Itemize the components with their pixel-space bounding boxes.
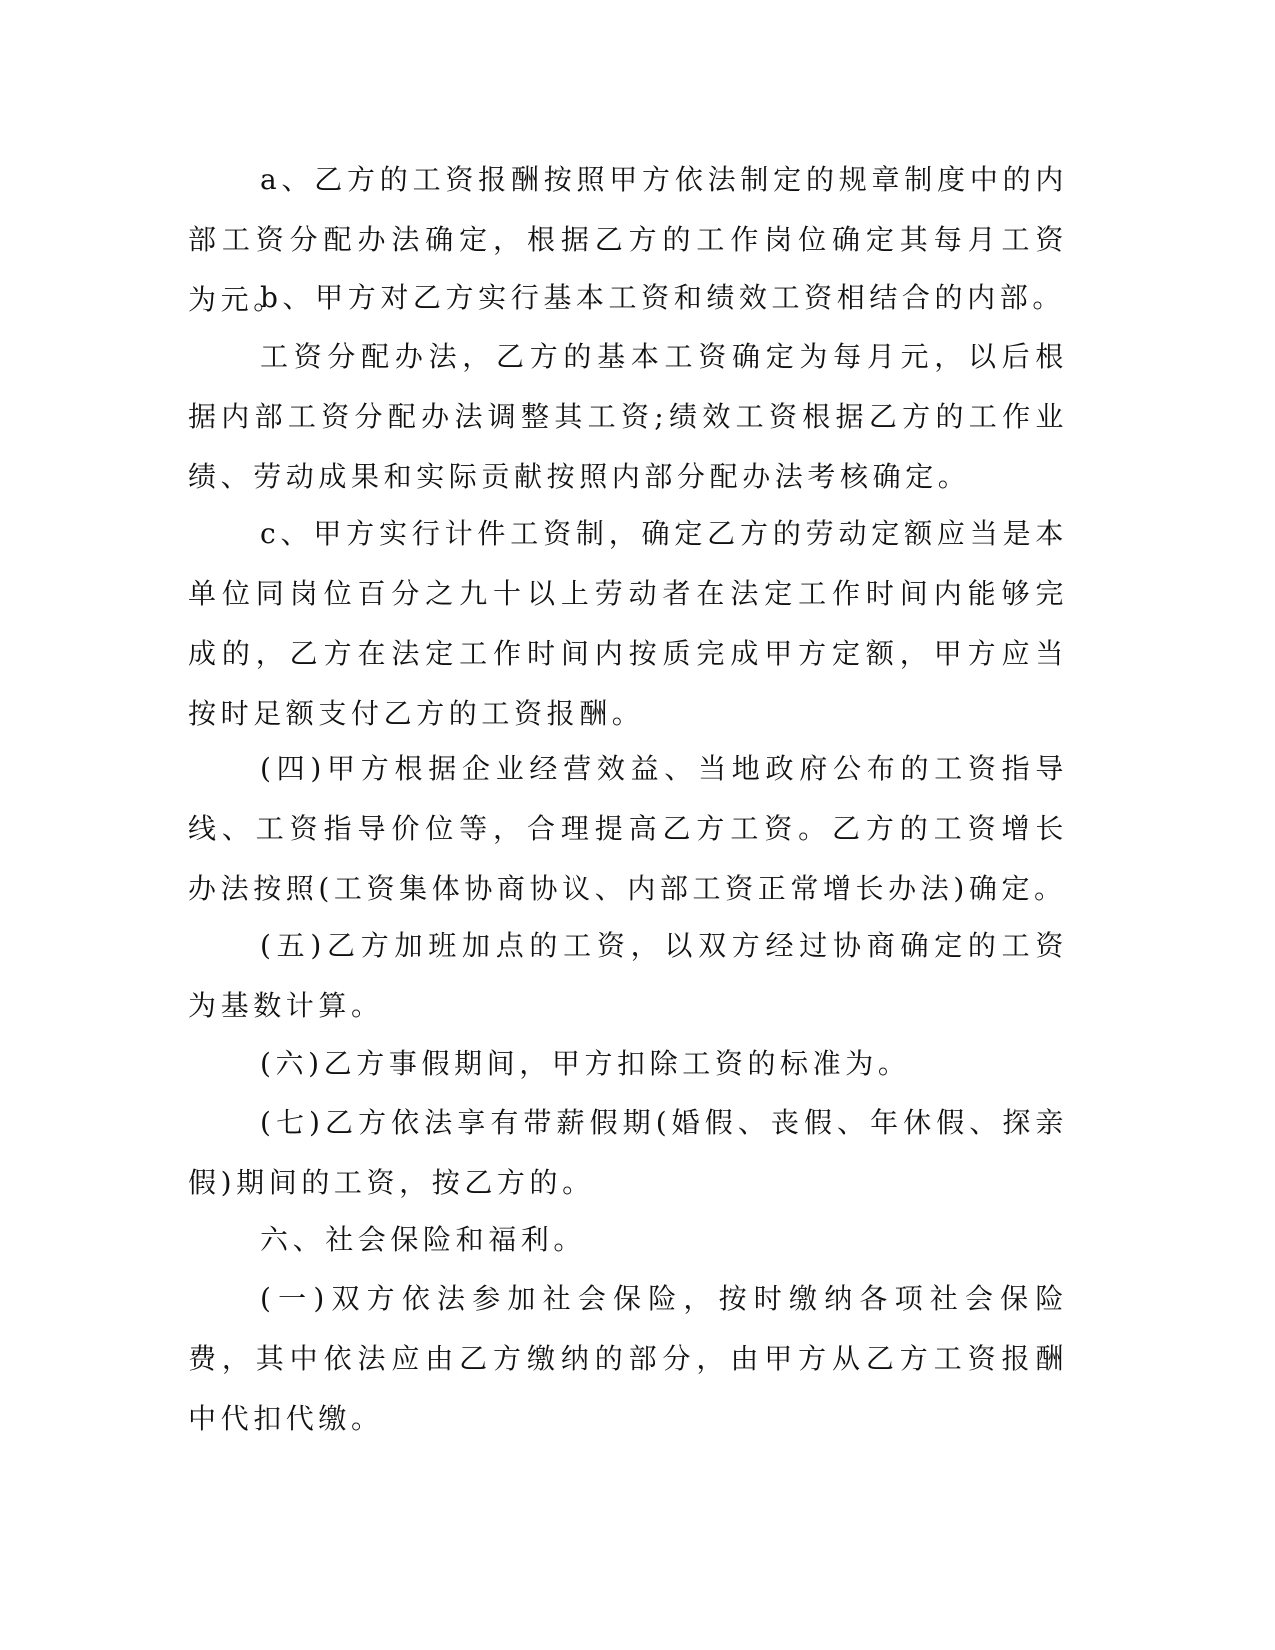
paragraph-clause-5: (五)乙方加班加点的工资，以双方经过协商确定的工资为基数计算。 <box>188 929 1068 1022</box>
paragraph-clause-7: (七)乙方依法享有带薪假期(婚假、丧假、年休假、探亲假)期间的工资，按乙方的。 <box>188 1106 1068 1199</box>
paragraph-salary-b-continued: 工资分配办法，乙方的基本工资确定为每月元，以后根据内部工资分配办法调整其工资;绩效工资根据乙方的工作业绩、劳动成果和实际贡献按照内部分配办法考核确定。 <box>188 340 1068 493</box>
paragraph-insurance-1: (一)双方依法参加社会保险，按时缴纳各项社会保险费，其中依法应由乙方缴纳的部分，由甲方从乙方工资报酬中代扣代缴。 <box>188 1282 1068 1435</box>
section-heading-social-insurance: 六、社会保险和福利。 <box>260 1223 587 1256</box>
paragraph-clause-6: (六)乙方事假期间，甲方扣除工资的标准为。 <box>260 1047 911 1080</box>
paragraph-clause-4: (四)甲方根据企业经营效益、当地政府公布的工资指导线、工资指导价位等，合理提高乙方工资。乙方的工资增长办法按照(工资集体协商协议、内部工资正常增长办法)确定。 <box>188 752 1068 905</box>
paragraph-salary-c: c、甲方实行计件工资制，确定乙方的劳动定额应当是本单位同岗位百分之九十以上劳动者在法定工作时间内能够完成的，乙方在法定工作时间内按质完成甲方定额，甲方应当按时足额支付乙方的工资报酬。 <box>188 517 1068 730</box>
paragraph-salary-b: b、甲方对乙方实行基本工资和绩效工资相结合的内部。 <box>260 281 1065 314</box>
paragraph-salary-a: a、乙方的工资报酬按照甲方依法制定的规章制度中的内部工资分配办法确定，根据乙方的工作岗位确定其每月工资为元。 <box>188 163 1068 316</box>
